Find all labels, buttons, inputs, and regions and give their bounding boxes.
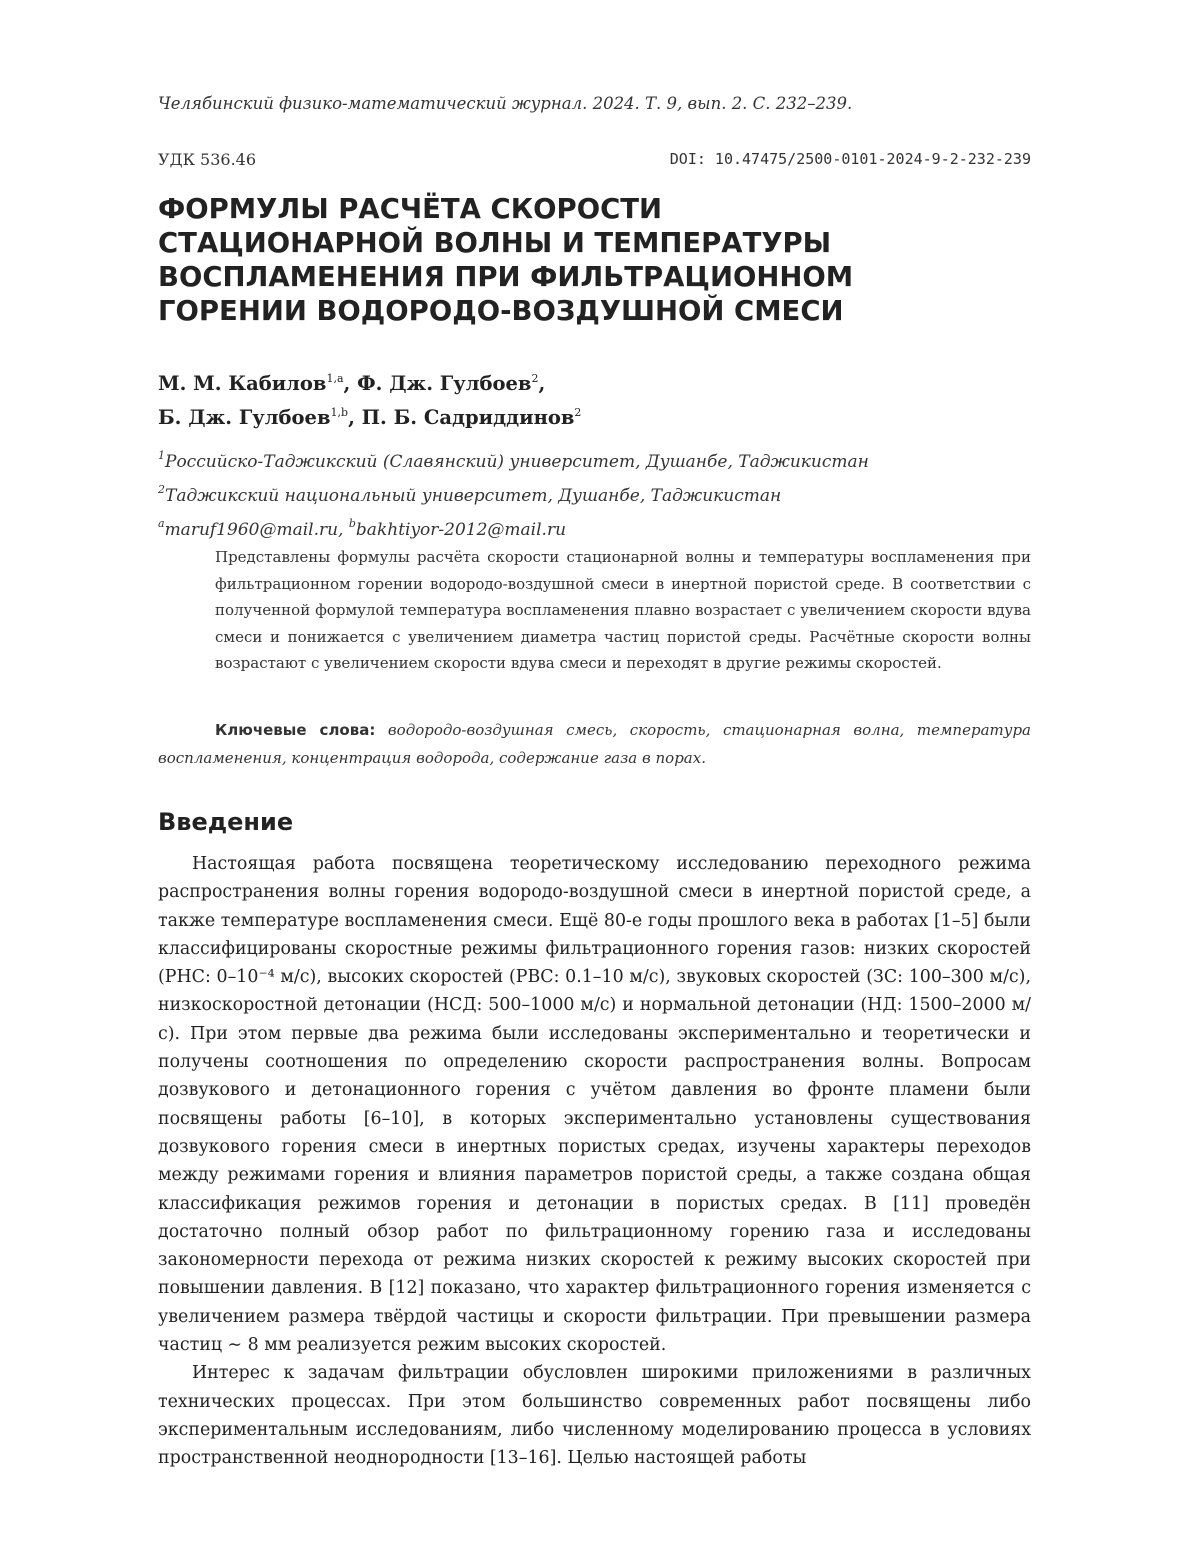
body-paragraph: Интерес к задачам фильтрации обусловлен широкими приложениями в различных технических процессах. При этом большинство современных работ посвящены либо экспериментальным исследованиям, либо численному моделированию процесса в условиях пространственной неоднородности [13–16]. Целью настоящей работы bbox=[158, 1363, 1031, 1469]
affiliation-text: Таджикский национальный университет, Душанбе, Таджикистан bbox=[165, 486, 782, 506]
author-name: Б. Дж. Гулбоев bbox=[158, 406, 331, 429]
author-affiliation-mark: 1,a bbox=[326, 372, 344, 385]
author-name: , П. Б. Садриддинов bbox=[348, 406, 575, 429]
title-line: ВОСПЛАМЕНЕНИЯ ПРИ ФИЛЬТРАЦИОННОМ bbox=[158, 261, 854, 293]
authors-line-1 bbox=[158, 364, 1031, 398]
affiliations-block bbox=[158, 442, 1031, 544]
journal-citation: Челябинский физико-математический журнал. 2024. Т. 9, вып. 2. С. 232–239. bbox=[158, 94, 853, 113]
title-line: ГОРЕНИИ ВОДОРОДО-ВОЗДУШНОЙ СМЕСИ bbox=[158, 295, 844, 327]
udk-doi-row bbox=[158, 150, 1031, 169]
body-paragraph: Настоящая работа посвящена теоретическому исследованию переходного режима распространения волны горения водородо-воздушной смеси в инертной пористой среде, а также температуре воспламенения смеси. Ещё 80-е годы прошлого века в работах [1–5] были классифицированы скоростные режимы фильтрационного горения газов: низких скоростей (РНС: 0–10⁻⁴ м/с), высоких скоростей (РВС: 0.1–10 м/с), звуковых скоростей (ЗС: 100–300 м/с), низкоскоростной детонации (НСД: 500–1000 м/с) и нормальной детонации (НД: 1500–2000 м/с). При этом первые два режима были исследованы экспериментально и теоретически и получены соотношения по определению скорости распространения волны. Вопросам дозвукового и детонационного горения с учётом давления во фронте пламени были посвящены работы [6–10], в которых экспериментально установлены существования дозвукового горения смеси в инертных пористых средах, изучены характеры переходов между режимами горения и влияния параметров пористой среды, а также создана общая классификация режимов горения и детонации в пористых средах. В [11] проведён достаточно полный обзор работ по фильтрационному горению газа и исследованы закономерности перехода от режима низких скоростей к режиму высоких скоростей при повышении давления. В [12] показано, что характер фильтрационного горения изменяется с увеличением размера твёрдой частицы и скорости фильтрации. При превышении размера частиц ∼ 8 мм реализуется режим высоких скоростей. bbox=[158, 854, 1031, 1356]
paper-title bbox=[158, 192, 1031, 328]
affiliation-text: Российско-Таджикский (Славянский) университет, Душанбе, Таджикистан bbox=[165, 452, 869, 472]
author-name: М. М. Кабилов bbox=[158, 372, 327, 395]
keywords-label: Ключевые слова: bbox=[215, 721, 376, 739]
title-line: СТАЦИОНАРНОЙ ВОЛНЫ И ТЕМПЕРАТУРЫ bbox=[158, 227, 832, 259]
author-separator: , bbox=[538, 372, 546, 395]
email-mark: a bbox=[158, 517, 165, 530]
author-affiliation-mark: 1,b bbox=[330, 406, 349, 419]
keywords-text: водородо-воздушная смесь, скорость, стационарная волна, температура воспламенения, концентрация водорода, содержание газа в порах. bbox=[158, 721, 1031, 767]
section-body bbox=[158, 850, 1031, 1473]
author-name: , Ф. Дж. Гулбоев bbox=[343, 372, 532, 395]
keywords bbox=[158, 716, 1031, 772]
authors-block bbox=[158, 364, 1031, 432]
affiliation-2 bbox=[158, 476, 1031, 510]
email-link[interactable]: maruf1960@mail.ru, bbox=[164, 520, 349, 540]
abstract: Представлены формулы расчёта скорости стационарной волны и температуры воспламенения при фильтрационном горении водородо-воздушной смеси в инертной пористой среде. В соответствии с полученной формулой температура воспламенения плавно возрастает с увеличением скорости вдува смеси и понижается с увеличением диаметра частиц пористой среды. Расчётные скорости волны возрастают с увеличением скорости вдува смеси и переходят в другие режимы скоростей. bbox=[215, 548, 1031, 672]
email-mark: b bbox=[348, 517, 356, 530]
author-affiliation-mark: 2 bbox=[531, 372, 539, 385]
affiliation-mark: 2 bbox=[158, 483, 165, 496]
author-affiliation-mark: 2 bbox=[574, 406, 582, 419]
email-link[interactable]: bakhtiyor-2012@mail.ru bbox=[355, 520, 567, 540]
authors-line-2 bbox=[158, 398, 1031, 432]
section-heading: Введение bbox=[158, 808, 294, 836]
doi-link[interactable]: DOI: 10.47475/2500-0101-2024-9-2-232-239 bbox=[669, 150, 1031, 168]
title-line: ФОРМУЛЫ РАСЧЁТА СКОРОСТИ bbox=[158, 193, 663, 225]
udk-code: УДК 536.46 bbox=[158, 150, 257, 169]
affiliation-1 bbox=[158, 442, 1031, 476]
affiliation-mark: 1 bbox=[158, 449, 165, 462]
emails bbox=[158, 510, 1031, 544]
